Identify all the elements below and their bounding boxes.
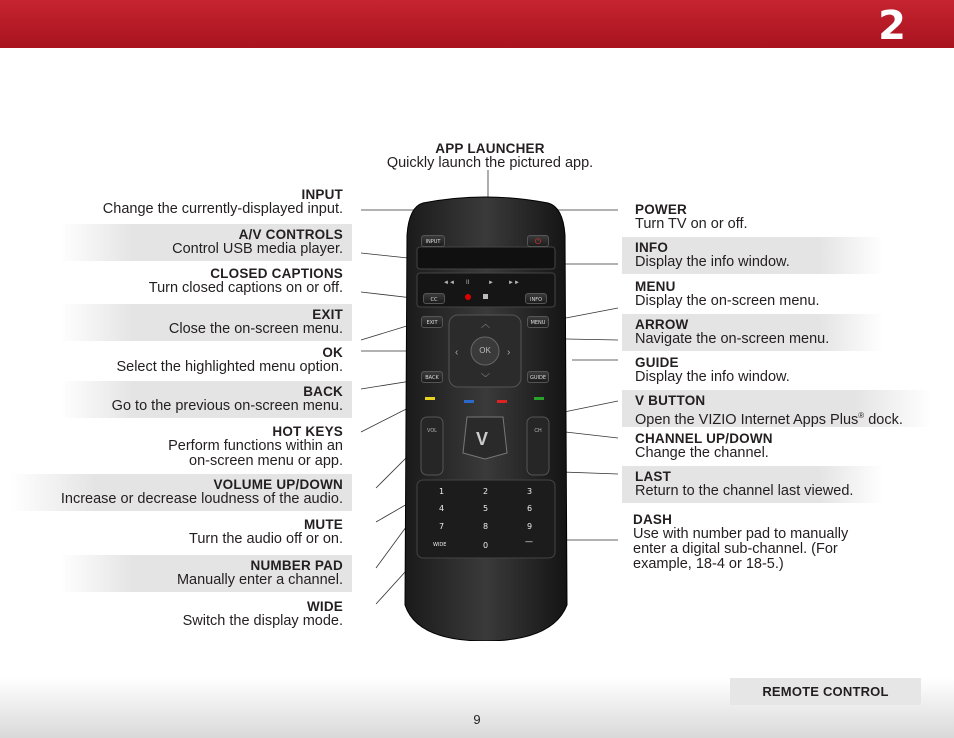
chapter-number: 2	[878, 3, 906, 49]
callout-hot-keys	[20, 424, 343, 469]
callout-desc: Manually enter a channel.	[176, 572, 343, 588]
power-icon: ⏻	[527, 235, 549, 247]
remote-control-illustration	[403, 195, 568, 641]
digit-key: 6	[527, 504, 533, 513]
callout-desc: Control USB media player.	[172, 241, 343, 257]
callout-desc: Turn the audio off or on.	[189, 531, 343, 547]
digit-key: 9	[527, 522, 533, 531]
callout-title: APP LAUNCHER	[435, 141, 545, 156]
callout-desc: Use with number pad to manually	[633, 526, 849, 542]
callout-title: CLOSED CAPTIONS	[210, 266, 343, 281]
callout-title: INFO	[635, 240, 669, 255]
callout-menu	[635, 279, 935, 309]
callout-desc: Open the VIZIO Internet Apps Plus	[635, 411, 859, 428]
callout-desc: Go to the previous on-screen menu.	[111, 398, 343, 414]
remote-body	[403, 195, 568, 641]
section-label: REMOTE CONTROL	[730, 678, 921, 705]
page-number: 9	[473, 712, 481, 727]
callout-desc: Navigate the on-screen menu.	[635, 331, 830, 347]
callout-wide	[20, 599, 343, 629]
ch-label: CH	[534, 428, 542, 434]
callout-desc: example, 18-4 or 18-5.)	[633, 556, 784, 572]
digit-key: 4	[439, 504, 445, 513]
svg-text:II: II	[466, 280, 470, 286]
digit-key: 8	[483, 522, 489, 531]
callout-title: POWER	[635, 202, 688, 217]
callout-title: HOT KEYS	[272, 424, 343, 439]
registered-mark: ®	[858, 411, 865, 420]
wide-button: WIDE	[433, 542, 447, 548]
exit-button: EXIT	[421, 316, 443, 328]
digit-key: 5	[483, 504, 489, 513]
callout-volume	[10, 474, 352, 511]
callout-exit	[60, 304, 352, 341]
callout-guide	[635, 355, 935, 385]
callout-title: NUMBER PAD	[250, 558, 343, 573]
callout-title: EXIT	[312, 307, 343, 322]
input-button: INPUT	[421, 235, 445, 247]
callout-desc: Return to the channel last viewed.	[635, 483, 854, 499]
digit-key: 1	[439, 487, 445, 496]
menu-button: MENU	[527, 316, 549, 328]
callout-arrow	[622, 314, 884, 351]
cc-button: CC	[423, 293, 445, 304]
svg-text:◄◄: ◄◄	[443, 280, 455, 286]
callout-desc: on-screen menu or app.	[189, 453, 343, 469]
callout-title: DASH	[633, 512, 673, 527]
digit-key: 2	[483, 487, 489, 496]
callout-title: WIDE	[306, 599, 343, 614]
callout-title: INPUT	[301, 187, 343, 202]
digit-key: 0	[483, 541, 489, 550]
callout-desc: dock.	[864, 411, 903, 428]
svg-text:►: ►	[488, 280, 494, 286]
callout-desc: Turn closed captions on or off.	[148, 280, 343, 296]
callout-back	[60, 381, 352, 418]
callout-title: CHANNEL UP/DOWN	[635, 431, 773, 446]
callout-title: MUTE	[303, 517, 343, 532]
callout-desc: Quickly launch the pictured app.	[386, 155, 594, 171]
callout-title: OK	[322, 345, 343, 360]
callout-channel	[635, 431, 935, 461]
callout-last	[622, 466, 884, 503]
callout-desc: Increase or decrease loudness of the audio.	[60, 491, 343, 507]
callout-desc: Close the on-screen menu.	[168, 321, 343, 337]
svg-text:﹀: ﹀	[481, 373, 491, 383]
callout-desc: Change the channel.	[635, 445, 769, 461]
callout-title: BACK	[303, 384, 343, 399]
svg-text:›: ›	[507, 347, 511, 358]
callout-title: V BUTTON	[635, 393, 706, 408]
vol-label: VOL	[426, 428, 437, 434]
callout-dash	[633, 512, 933, 572]
svg-text:︿: ︿	[481, 319, 491, 329]
callout-ok	[20, 345, 343, 375]
callout-power	[635, 202, 935, 232]
callout-title: A/V CONTROLS	[238, 227, 343, 242]
callout-desc: Turn TV on or off.	[635, 216, 748, 232]
callout-title: GUIDE	[635, 355, 679, 370]
guide-button: GUIDE	[527, 371, 549, 383]
callout-title: ARROW	[635, 317, 689, 332]
callout-mute	[20, 517, 343, 547]
callout-desc: Display the on-screen menu.	[635, 293, 820, 309]
svg-text:‹: ‹	[455, 347, 459, 358]
callout-input	[20, 187, 343, 217]
callout-title: LAST	[635, 469, 672, 484]
info-button: INFO	[525, 293, 547, 304]
svg-text:V: V	[476, 429, 489, 449]
digit-key: 7	[439, 522, 445, 531]
callout-title: MENU	[635, 279, 676, 294]
callout-title: VOLUME UP/DOWN	[213, 477, 343, 492]
callout-number-pad	[60, 555, 352, 592]
dash-icon: —	[525, 537, 533, 546]
back-button: BACK	[421, 371, 443, 383]
callout-desc: Display the info window.	[635, 369, 790, 385]
callout-desc: enter a digital sub-channel. (For	[633, 541, 838, 557]
svg-text:►►: ►►	[508, 280, 520, 286]
callout-info	[622, 237, 884, 274]
callout-desc: Select the highlighted menu option.	[116, 359, 343, 375]
ok-button: OK	[479, 346, 491, 355]
callout-desc: Change the currently-displayed input.	[102, 201, 343, 217]
callout-desc: Perform functions within an	[168, 438, 343, 454]
callout-desc: Switch the display mode.	[182, 613, 343, 629]
callout-av-controls	[60, 224, 352, 261]
callout-app-launcher	[360, 141, 620, 171]
callout-closed-captions	[20, 266, 343, 296]
callout-desc: Display the info window.	[635, 254, 790, 270]
digit-key: 3	[527, 487, 533, 496]
callout-v-button	[622, 390, 932, 427]
